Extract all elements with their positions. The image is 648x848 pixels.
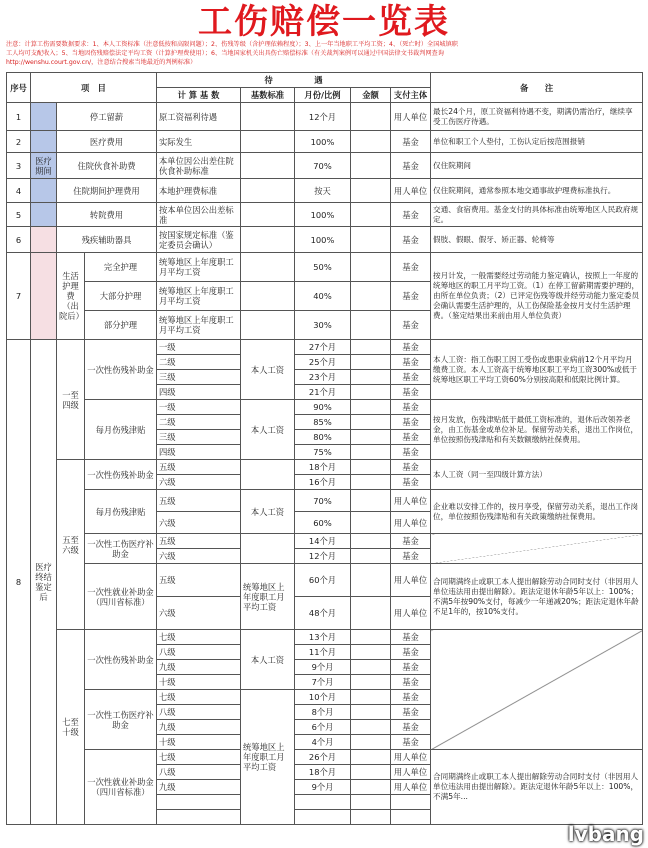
- row-month: 18个月: [295, 460, 351, 475]
- row-amount: [351, 430, 391, 445]
- grade-cell: 一级: [157, 400, 241, 415]
- row-remark: 合同期满终止或职工本人提出解除劳动合同时支付（非因用人单位违法用由提出解除）。距法定退休年龄5年以上：100%；不满5年按90%支付，每减少一年递减20%；距法定退休年龄不足1年的，按10%支付。: [431, 564, 643, 630]
- row-payer: 基金: [391, 282, 431, 311]
- row-amount: [351, 475, 391, 490]
- row-amount: [351, 534, 391, 549]
- row-base: 按本单位因公出差标准: [157, 203, 241, 227]
- row-amount: [351, 645, 391, 660]
- row-item: 停工留薪: [57, 103, 157, 131]
- header-payer: 支付主体: [391, 88, 431, 103]
- row-no: 2: [7, 131, 31, 153]
- table-row: [7, 227, 643, 253]
- grade-cell: 二级: [157, 355, 241, 370]
- row-amount: [351, 253, 391, 282]
- row-remark: 交通、食宿费用。基金支付的具体标准由统筹地区人民政府规定。: [431, 203, 643, 227]
- grade-cell: 六级: [157, 512, 241, 534]
- row-item: 大部分护理: [85, 282, 157, 311]
- row-payer: 基金: [391, 549, 431, 564]
- blank-cell: [31, 253, 57, 340]
- row-month: 90%: [295, 400, 351, 415]
- row-remark: 单位和职工个人垫付，工伤认定后按范围报销: [431, 131, 643, 153]
- row-month: 6个月: [295, 720, 351, 735]
- row-no: 5: [7, 203, 31, 227]
- row-payer: 用人单位: [391, 780, 431, 795]
- row-std: [241, 282, 295, 311]
- row-payer: 基金: [391, 415, 431, 430]
- row-amount: [351, 549, 391, 564]
- row-item: 一次性工伤医疗补助金: [85, 690, 157, 750]
- row-std: [241, 253, 295, 282]
- row-no: 1: [7, 103, 31, 131]
- row-month: 26个月: [295, 750, 351, 765]
- row-base: 统筹地区上年度职工月平均工资: [157, 311, 241, 340]
- row-month: 48个月: [295, 597, 351, 630]
- row-item: 住院期间护理费用: [57, 179, 157, 203]
- row-item: 一次性伤残补助金: [85, 340, 157, 400]
- row-month: 21个月: [295, 385, 351, 400]
- row-month: 75%: [295, 445, 351, 460]
- row-payer: 基金: [391, 131, 431, 153]
- grade-group-label: 一至四级: [57, 340, 85, 460]
- after-label: 医疗终结鉴定后: [31, 340, 57, 825]
- row-payer: 基金: [391, 385, 431, 400]
- row-month: 16个月: [295, 475, 351, 490]
- row-remark: 本人工资（同一至四级计算方法）: [431, 460, 643, 490]
- row-std: [241, 131, 295, 153]
- row-month: 14个月: [295, 534, 351, 549]
- row-month: 100%: [295, 131, 351, 153]
- row-base: 按国家规定标准（鉴定委员会确认）: [157, 227, 241, 253]
- row-month: 25个月: [295, 355, 351, 370]
- grade-cell: 七级: [157, 690, 241, 705]
- row-item: 每月伤残津贴: [85, 400, 157, 460]
- blank-cell: [31, 203, 57, 227]
- row-no: 3: [7, 153, 31, 179]
- empty-remark: [431, 534, 643, 564]
- blank-cell: [31, 179, 57, 203]
- row-month: 8个月: [295, 705, 351, 720]
- row-remark: 按月发放，伤残津贴低于最低工资标准的，退休后改领养老金，由工伤基金或单位补足。保留劳动关系，退出工作岗位，单位按照伤残津贴和有关数额缴纳社保费用。: [431, 400, 643, 460]
- compensation-table: [6, 72, 643, 825]
- row-month: 9个月: [295, 780, 351, 795]
- row-amount: [351, 512, 391, 534]
- row-payer: 基金: [391, 534, 431, 549]
- table-row: [7, 253, 643, 282]
- grade-cell: 一级: [157, 340, 241, 355]
- row-amount: [351, 445, 391, 460]
- row-item: 住院伙食补助费: [57, 153, 157, 179]
- note-line: 工人均可支配收入；5、当地因伤残赔偿法定平均工资（计算护理费使用）；6、当地国家机关出具伤亡赔偿标准（有关裁判案例可以通过中国法律文书裁判网查询: [6, 50, 444, 57]
- row-amount: [351, 282, 391, 311]
- grade-cell: 二级: [157, 415, 241, 430]
- row-amount: [351, 675, 391, 690]
- row-month: 70%: [295, 153, 351, 179]
- grade-cell: 三级: [157, 430, 241, 445]
- row-payer: 基金: [391, 735, 431, 750]
- row-amount: [351, 340, 391, 355]
- grade-cell: 七级: [157, 630, 241, 645]
- row-remark: 假肢、假眼、假牙、矫正器、轮椅等: [431, 227, 643, 253]
- row-payer: 基金: [391, 253, 431, 282]
- row-payer: 用人单位: [391, 597, 431, 630]
- grade-cell: 六级: [157, 597, 241, 630]
- row-base: 统筹地区上年度职工月平均工资: [157, 282, 241, 311]
- header-group: 待 遇: [157, 73, 431, 88]
- row-item: 完全护理: [85, 253, 157, 282]
- row-month: 100%: [295, 227, 351, 253]
- row-payer: 用人单位: [391, 103, 431, 131]
- row-payer: 基金: [391, 355, 431, 370]
- header-remark: 备 注: [431, 73, 643, 103]
- grade-group-label: 五至六级: [57, 460, 85, 630]
- watermark-logo: lvbang: [567, 822, 644, 846]
- row-month: 9个月: [295, 660, 351, 675]
- row-month: 70%: [295, 490, 351, 512]
- row-remark: 企业难以安排工作的，按月享受，保留劳动关系，退出工作岗位，单位按照伤残津贴和有关政策缴纳社保费用。: [431, 490, 643, 534]
- row-amount: [351, 780, 391, 795]
- row-item: 一次性就业补助金（四川省标准）: [85, 750, 157, 825]
- grade-cell: 四级: [157, 445, 241, 460]
- row-payer: 基金: [391, 460, 431, 475]
- row-item: 一次性伤残补助金: [85, 460, 157, 490]
- row-payer: 基金: [391, 705, 431, 720]
- row-amount: [351, 735, 391, 750]
- row-month: 12个月: [295, 549, 351, 564]
- row-payer: 基金: [391, 400, 431, 415]
- table-row: [7, 203, 643, 227]
- row-payer: 基金: [391, 475, 431, 490]
- row-amount: [351, 311, 391, 340]
- row-std: [241, 460, 295, 490]
- grade-cell: 八级: [157, 705, 241, 720]
- grade-cell: 四级: [157, 385, 241, 400]
- grade-cell: 五级: [157, 564, 241, 597]
- row-payer: 基金: [391, 630, 431, 645]
- row-month: 80%: [295, 430, 351, 445]
- row-amount: [351, 355, 391, 370]
- row-payer: 基金: [391, 203, 431, 227]
- row-payer: 基金: [391, 340, 431, 355]
- page-title: 工伤赔偿一览表: [198, 2, 450, 42]
- grade-cell: 三级: [157, 370, 241, 385]
- blank-cell: [31, 227, 57, 253]
- row-payer: 用人单位: [391, 512, 431, 534]
- row-remark: 最长24个月，原工资福利待遇不变，期满仍需治疗，继续享受工伤医疗待遇。: [431, 103, 643, 131]
- table-row: [7, 340, 643, 355]
- row-month: 12个月: [295, 103, 351, 131]
- row-std: 本人工资: [241, 490, 295, 534]
- row-amount: [351, 400, 391, 415]
- row-payer: 基金: [391, 690, 431, 705]
- row-month: 23个月: [295, 370, 351, 385]
- row-month: 85%: [295, 415, 351, 430]
- row-remark: 合同期满终止或职工本人提出解除劳动合同时支付（非因用人单位违法用由提出解除）。距法定退休年龄5年以上：100%，不满5年...: [431, 750, 643, 825]
- table-row: [7, 153, 643, 179]
- row-item: 部分护理: [85, 311, 157, 340]
- blank-cell: [31, 103, 57, 131]
- grade-cell: 五级: [157, 534, 241, 549]
- row-month: 60%: [295, 512, 351, 534]
- grade-cell: 九级: [157, 720, 241, 735]
- row-month: 11个月: [295, 645, 351, 660]
- row-no: 4: [7, 179, 31, 203]
- row-no: 7: [7, 253, 31, 340]
- row-amount: [351, 103, 391, 131]
- note-line: http://wenshu.court.gov.cn/，注意结合搜索当地最近的判例标准）: [6, 59, 197, 66]
- row-std: [241, 179, 295, 203]
- row-std: [241, 311, 295, 340]
- table-row: [7, 103, 643, 131]
- row-base: 统筹地区上年度职工月平均工资: [157, 253, 241, 282]
- row-payer: 基金: [391, 370, 431, 385]
- table-row: [7, 490, 643, 512]
- header-month: 月份/比例: [295, 88, 351, 103]
- row-month: 30%: [295, 311, 351, 340]
- table-row: [7, 534, 643, 549]
- row-month: 50%: [295, 253, 351, 282]
- row-payer: 基金: [391, 311, 431, 340]
- row-month: 4个月: [295, 735, 351, 750]
- row-amount: [351, 705, 391, 720]
- grade-cell: 七级: [157, 750, 241, 765]
- grade-cell: 八级: [157, 645, 241, 660]
- row-amount: [351, 460, 391, 475]
- table-row: [7, 564, 643, 596]
- grade-cell: 五级: [157, 460, 241, 475]
- row-amount: [351, 203, 391, 227]
- care-group-label: 生活护理费（出院后）: [57, 253, 85, 340]
- grade-cell: 十级: [157, 735, 241, 750]
- row-std: 本人工资: [241, 630, 295, 690]
- row-amount: [351, 370, 391, 385]
- row-amount: [351, 490, 391, 512]
- row-no: 8: [7, 340, 31, 825]
- header-std: 基数标准: [241, 88, 295, 103]
- header-no: 序号: [7, 73, 31, 103]
- row-std: [241, 103, 295, 131]
- row-amount: [351, 153, 391, 179]
- row-month: 40%: [295, 282, 351, 311]
- row-month: 18个月: [295, 765, 351, 780]
- row-remark: 按月计发，一般需要经过劳动能力鉴定确认，按照上一年度的统筹地区的职工月平均工资。（1）在停工留薪期需要护理的，由所在单位负责；（2）已评定伤残等级并经劳动能力鉴定委员会确认需要生活护理的，从工伤保险基金按月支付生活护理费。（鉴定结果出来前由用人单位负责）: [431, 253, 643, 340]
- row-amount: [351, 415, 391, 430]
- table-row: [7, 460, 643, 475]
- header-item: 项 目: [31, 73, 157, 103]
- grade-cell: 九级: [157, 660, 241, 675]
- row-payer: 基金: [391, 660, 431, 675]
- row-payer: 基金: [391, 153, 431, 179]
- grade-cell: 十级: [157, 675, 241, 690]
- row-amount: [351, 597, 391, 630]
- row-payer: 基金: [391, 675, 431, 690]
- row-amount: [351, 690, 391, 705]
- row-payer: 用人单位: [391, 750, 431, 765]
- grade-cell: 六级: [157, 549, 241, 564]
- row-base: 原工资福利待遇: [157, 103, 241, 131]
- row-std: 统筹地区上年度职工月平均工资: [241, 690, 295, 825]
- row-amount: [351, 131, 391, 153]
- grade-group-label: 七至十级: [57, 630, 85, 825]
- row-month: 按天: [295, 179, 351, 203]
- medical-period-label: 医疗期间: [31, 153, 57, 179]
- row-base: 实际发生: [157, 131, 241, 153]
- row-payer: 用人单位: [391, 490, 431, 512]
- row-month: 27个月: [295, 340, 351, 355]
- row-month: 10个月: [295, 690, 351, 705]
- row-std: [241, 153, 295, 179]
- row-remark: 仅住院期间: [431, 153, 643, 179]
- row-std: [241, 203, 295, 227]
- row-std: 统筹地区上年度职工月平均工资: [241, 564, 295, 630]
- row-item: 医疗费用: [57, 131, 157, 153]
- row-amount: [351, 385, 391, 400]
- row-month: 100%: [295, 203, 351, 227]
- empty-remark: [431, 630, 643, 750]
- row-item: 每月伤残津贴: [85, 490, 157, 534]
- row-amount: [351, 720, 391, 735]
- row-amount: [351, 765, 391, 780]
- note-line: 注意：计算工伤需要数据要求：1、本人工资标准（注意低按和高限问题）；2、伤残等级（含护理依赖程度）；3、上一年当地职工平均工资；4、（死亡时）全国城镇职: [6, 41, 458, 48]
- row-payer: 基金: [391, 645, 431, 660]
- row-payer: 用人单位: [391, 179, 431, 203]
- notes: [6, 40, 642, 67]
- row-item: 一次性就业补助金（四川省标准）: [85, 564, 157, 630]
- row-amount: [351, 179, 391, 203]
- row-amount: [351, 564, 391, 597]
- row-amount: [351, 660, 391, 675]
- row-amount: [351, 750, 391, 765]
- row-base: 本地护理费标准: [157, 179, 241, 203]
- row-item: 一次性工伤医疗补助金: [85, 534, 157, 564]
- header-base: 计 算 基 数: [157, 88, 241, 103]
- row-std: [241, 534, 295, 564]
- row-payer: 基金: [391, 720, 431, 735]
- header-amount: 金额: [351, 88, 391, 103]
- row-item: 转院费用: [57, 203, 157, 227]
- row-remark: 本人工资：指工伤职工因工受伤或患职业病前12个月平均月缴费工资。本人工资高于统筹地区职工平均工资300%或低于统筹地区职工平均工资60%分别按高限和低限比例计算。: [431, 340, 643, 400]
- row-payer: 基金: [391, 430, 431, 445]
- row-remark: 仅住院期间，通常参照本地交通事故护理费标准执行。: [431, 179, 643, 203]
- row-month: 60个月: [295, 564, 351, 597]
- row-std: [241, 227, 295, 253]
- row-payer: 用人单位: [391, 564, 431, 597]
- row-payer: 用人单位: [391, 765, 431, 780]
- table-row: [7, 630, 643, 645]
- row-payer: 基金: [391, 445, 431, 460]
- row-item: 残疾辅助器具: [57, 227, 157, 253]
- table-row: [7, 179, 643, 203]
- row-base: 本单位因公出差住院伙食补助标准: [157, 153, 241, 179]
- row-payer: 基金: [391, 227, 431, 253]
- table-row: [7, 131, 643, 153]
- row-month: 13个月: [295, 630, 351, 645]
- row-std: 本人工资: [241, 400, 295, 460]
- table-row: [7, 400, 643, 415]
- grade-cell: 八级: [157, 765, 241, 780]
- row-amount: [351, 227, 391, 253]
- row-no: 6: [7, 227, 31, 253]
- grade-cell: 五级: [157, 490, 241, 512]
- grade-cell: 六级: [157, 475, 241, 490]
- row-item: 一次性伤残补助金: [85, 630, 157, 690]
- row-amount: [351, 630, 391, 645]
- blank-cell: [31, 131, 57, 153]
- table-row: [7, 750, 643, 765]
- row-month: 7个月: [295, 675, 351, 690]
- row-std: 本人工资: [241, 340, 295, 400]
- grade-cell: 九级: [157, 780, 241, 795]
